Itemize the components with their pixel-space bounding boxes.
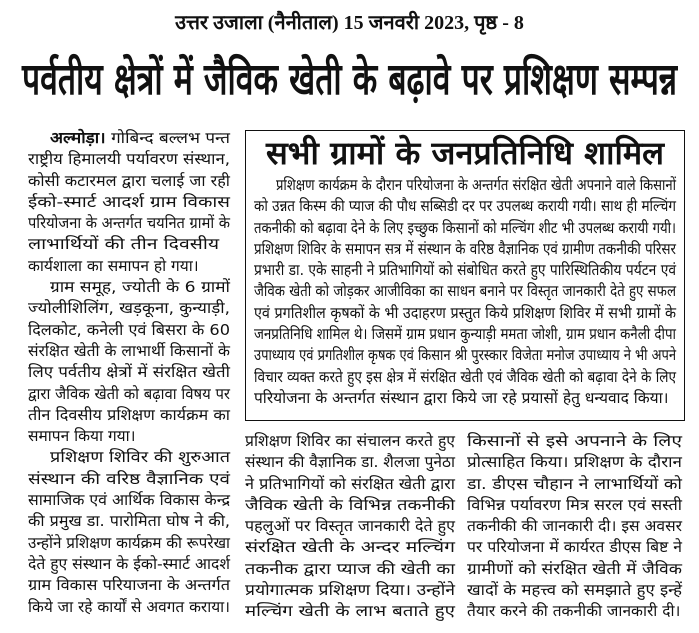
text-line — [28, 171, 230, 192]
text-line — [254, 281, 676, 302]
text-line — [245, 559, 455, 580]
line-text — [254, 239, 676, 260]
box-body — [254, 175, 676, 409]
line-content: देते हुए संस्थान के ईको-स्मार्ट आदर्श — [28, 554, 230, 573]
line-text — [28, 405, 230, 426]
line-content: डा. डीएस चौहान ने लाभार्थियों को — [467, 474, 682, 493]
line-text — [467, 537, 682, 558]
line-content: को उन्नत किस्म की प्याज की पौध सब्सिडी दर पर उपलब्ध करायी गयी। साथ ही मल्चिंग — [254, 197, 676, 216]
text-line — [28, 341, 230, 362]
line-text — [28, 511, 230, 532]
line-content: परियोजना के अन्तर्गत संस्थान द्वारा किये जा रहे प्रयासों हेतु धन्यवाद किया। — [254, 388, 669, 407]
line-content: प्रोत्साहित किया। प्रशिक्षण के दौरान — [467, 453, 682, 472]
text-line — [28, 256, 230, 277]
line-text — [467, 516, 682, 537]
text-line — [254, 196, 676, 217]
line-content: लाभार्थियों की तीन दिवसीय — [28, 235, 220, 254]
text-line — [28, 128, 230, 149]
line-text — [28, 426, 136, 447]
line-content: संस्थान की वैज्ञानिक डा. शैलजा पुनेठा — [245, 453, 455, 472]
line-content: गोबिन्द बल्लभ पन्त — [111, 129, 230, 147]
line-text — [28, 575, 230, 596]
text-line — [245, 495, 455, 516]
line-text — [467, 452, 682, 473]
line-content: ईको-स्मार्ट आदर्श ग्राम विकास — [28, 192, 230, 211]
line-text — [254, 303, 676, 324]
box-title — [266, 133, 664, 173]
text-line — [245, 431, 455, 452]
line-text — [254, 367, 676, 388]
line-content: तकनीकी की जानकारी दी। इस अवसर — [467, 517, 682, 536]
line-content: जैविक खेती के विभिन्न तकनीकी — [245, 495, 455, 514]
line-content: जनप्रतिनिधि शामिल थे। जिसमें ग्राम प्रधान कुन्याड़ी ममता जोशी, ग्राम प्रधान कनैली दीपा — [254, 325, 676, 344]
line-text — [254, 388, 669, 409]
dateline: अल्मोड़ा। — [50, 129, 106, 147]
line-content: द्वारा जैविक खेती को बढ़ावा विषय पर — [28, 384, 230, 403]
line-text — [467, 474, 682, 495]
text-line — [28, 426, 230, 447]
line-content: दिलकोट, कनेली एवं बिसरा के 60 — [28, 320, 230, 339]
text-line — [28, 192, 230, 213]
text-line — [28, 384, 230, 405]
middle-column — [245, 431, 455, 623]
line-text — [467, 495, 682, 516]
headline — [22, 52, 677, 108]
left-column — [28, 128, 230, 618]
line-text — [28, 554, 230, 575]
text-line — [28, 575, 230, 596]
text-line — [254, 345, 676, 366]
text-line — [254, 324, 676, 345]
text-line — [254, 175, 676, 196]
line-content: प्रभारी डा. एके साहनी ने प्रतिभागियों को संबोधित करते हुए पारिस्थितिकीय पर्यटन एवं — [254, 261, 676, 280]
text-line — [28, 405, 230, 426]
text-line — [254, 388, 676, 409]
line-text — [254, 218, 676, 239]
text-line — [245, 516, 455, 537]
line-text — [245, 431, 455, 452]
line-content: तकनीक द्वारा प्याज की खेती का — [245, 559, 455, 578]
line-content: ने प्रतिभागियों को संरक्षित खेती द्वारा — [245, 474, 455, 493]
line-content: समापन किया गया। — [28, 427, 136, 446]
line-text — [28, 490, 230, 511]
line-text — [28, 341, 230, 362]
line-text — [245, 580, 455, 601]
line-text — [28, 213, 230, 234]
line-text — [245, 537, 455, 558]
line-text — [245, 495, 455, 516]
line-content: ग्रामीणों को संरक्षित खेती में जैविक — [467, 559, 682, 578]
line-content: प्रशिक्षण शिविर का संचालन करते हुए — [245, 432, 455, 450]
line-content: विभिन्न पर्यावरण मित्र सरल एवं सस्ती — [467, 495, 682, 514]
line-text — [254, 281, 676, 302]
line-text — [28, 256, 199, 277]
line-content: कोसी कटारमल द्वारा चलाई जा रही — [28, 171, 230, 190]
text-line — [467, 474, 682, 495]
line-text — [276, 175, 676, 196]
line-text — [245, 474, 455, 495]
line-text — [254, 260, 676, 281]
line-text — [254, 324, 676, 345]
line-content: तैयार करने की तकनीकी जानकारी दी। — [467, 602, 681, 621]
text-line — [254, 367, 676, 388]
line-content: तीन दिवसीय प्रशिक्षण कार्यक्रम का — [28, 405, 230, 424]
line-content: किसानों से इसे अपनाने के लिए — [467, 432, 682, 450]
line-text — [245, 601, 455, 622]
line-content: संस्थान की वरिष्ठ वैज्ञानिक एवं — [28, 469, 230, 488]
text-line — [467, 537, 682, 558]
text-line — [254, 218, 676, 239]
line-text — [28, 171, 230, 192]
line-content: मल्चिंग खेती के लाभ बताते हुए — [245, 602, 455, 621]
line-content: विचार व्यक्त करते हुए इस क्षेत्र में संरक्षित खेती एवं जैविक खेती को बढ़ावा देने के लिए — [254, 367, 676, 386]
text-line — [254, 239, 676, 260]
text-line — [254, 303, 676, 324]
line-content: प्रशिक्षण शिविर के समापन सत्र में संस्थान के वरिष्ठ वैज्ञानिक एवं ग्रामीण तकनीकी परिसर — [254, 239, 676, 258]
line-text — [28, 192, 230, 213]
line-content: पहलुओं पर विस्तृत जानकारी देते हुए — [245, 517, 455, 536]
text-line — [28, 149, 230, 170]
line-content: राष्ट्रीय हिमालयी पर्यावरण संस्थान, — [28, 150, 231, 169]
line-content: प्रशिक्षण शिविर की शुरुआत — [50, 448, 230, 467]
line-text — [254, 196, 676, 217]
line-text — [50, 128, 230, 149]
text-line — [28, 298, 230, 319]
text-line — [254, 260, 676, 281]
text-line — [28, 447, 230, 468]
line-content: ग्राम समूह, ज्योती के 6 ग्रामों — [50, 278, 230, 297]
line-content: प्रयोगात्मक प्रशिक्षण दिया। उन्होंने — [245, 581, 455, 600]
line-text — [28, 320, 230, 341]
text-line — [28, 277, 230, 298]
line-content: पर परियोजना में कार्यरत डीएस बिष्ट ने — [467, 538, 682, 557]
line-text — [28, 149, 230, 170]
text-line — [245, 537, 455, 558]
text-line — [467, 431, 682, 452]
line-content: खादों के महत्त्व को समझाते हुए इन्हें — [467, 581, 682, 600]
text-line — [467, 580, 682, 601]
line-content: प्रशिक्षण कार्यक्रम के दौरान परियोजना के अन्तर्गत संरक्षित खेती अपनाने वाले किसानों — [276, 176, 676, 194]
line-content: सामाजिक एवं आर्थिक विकास केन्द्र — [28, 491, 230, 510]
line-content: ग्राम विकास परियाजना के अन्तर्गत — [28, 576, 230, 595]
text-line — [28, 597, 230, 618]
text-line — [28, 362, 230, 383]
text-line — [28, 213, 230, 234]
line-text — [467, 580, 682, 601]
text-line — [28, 490, 230, 511]
text-line — [28, 554, 230, 575]
text-line — [467, 601, 682, 622]
line-content: उपाध्याय एवं प्रगतिशील कृषक एवं किसान श्री पुरस्कार विजेता मनोज उपाध्याय ने भी अपने — [254, 346, 676, 365]
line-content: एवं प्रगतिशील कृषकों के भी उदाहरण प्रस्तुत किये प्रशिक्षण शिविर में सभी ग्रामों के — [254, 303, 676, 322]
text-line — [245, 474, 455, 495]
text-line — [28, 234, 230, 255]
line-text — [254, 345, 676, 366]
line-content: उन्होंने प्रशिक्षण कार्यक्रम की रूपरेखा — [28, 533, 230, 552]
line-content: ज्योलीशिलिंग, खड़कूना, कुन्याड़ी, — [28, 299, 230, 318]
masthead-dateline: उत्तर उजाला (नैनीताल) 15 जनवरी 2023, पृष्ठ - 8 — [175, 12, 524, 34]
text-line — [28, 469, 230, 490]
line-text — [50, 277, 230, 298]
text-line — [28, 320, 230, 341]
highlight-box — [245, 130, 685, 421]
line-content: परियोजना के अन्तर्गत चयनित ग्रामों के — [28, 214, 230, 233]
line-text — [467, 601, 680, 622]
headline-text: पर्वतीय क्षेत्रों में जैविक खेती के बढ़ावे पर प्रशिक्षण सम्पन्न — [22, 54, 677, 105]
line-text — [245, 516, 455, 537]
line-text — [50, 447, 230, 468]
line-text — [28, 597, 230, 618]
text-line — [467, 495, 682, 516]
text-line — [245, 601, 455, 622]
text-line — [245, 452, 455, 473]
line-content: जैविक खेती को जोड़कर आजीविका का साधन बनाने पर विस्तृत जानकारी देते हुए सफल — [254, 282, 676, 301]
line-text — [28, 362, 230, 383]
line-text — [467, 431, 682, 452]
text-line — [467, 516, 682, 537]
text-line — [28, 511, 230, 532]
line-content: संरक्षित खेती के अन्दर मल्चिंग — [245, 538, 455, 557]
line-text — [467, 559, 682, 580]
line-content: तकनीकी को बढ़ावा देने के लिए इच्छुक किसानों को मल्चिंग शीट भी उपलब्ध करायी गयी। — [254, 218, 676, 237]
line-text — [28, 298, 230, 319]
text-line — [245, 580, 455, 601]
line-text — [245, 452, 455, 473]
line-content: कार्यशाला का समापन हो गया। — [28, 256, 199, 275]
line-content: लिए पर्वतीय क्षेत्रों में संरक्षित खेती — [28, 363, 230, 382]
right-column — [467, 431, 682, 623]
text-line — [28, 533, 230, 554]
line-text — [28, 384, 230, 405]
line-content: संरक्षित खेती के लाभार्थी किसानों के — [28, 341, 230, 360]
line-text — [28, 533, 230, 554]
line-content: की प्रमुख डा. पारोमिता घोष ने की, — [28, 512, 230, 531]
line-text — [28, 469, 230, 490]
text-line — [467, 452, 682, 473]
box-title-text: सभी ग्रामों के जनप्रतिनिधि शामिल — [266, 134, 664, 172]
line-content: किये जा रहे कार्यों से अवगत कराया। — [28, 597, 230, 616]
line-text — [245, 559, 455, 580]
text-line — [467, 559, 682, 580]
line-text — [28, 234, 219, 255]
